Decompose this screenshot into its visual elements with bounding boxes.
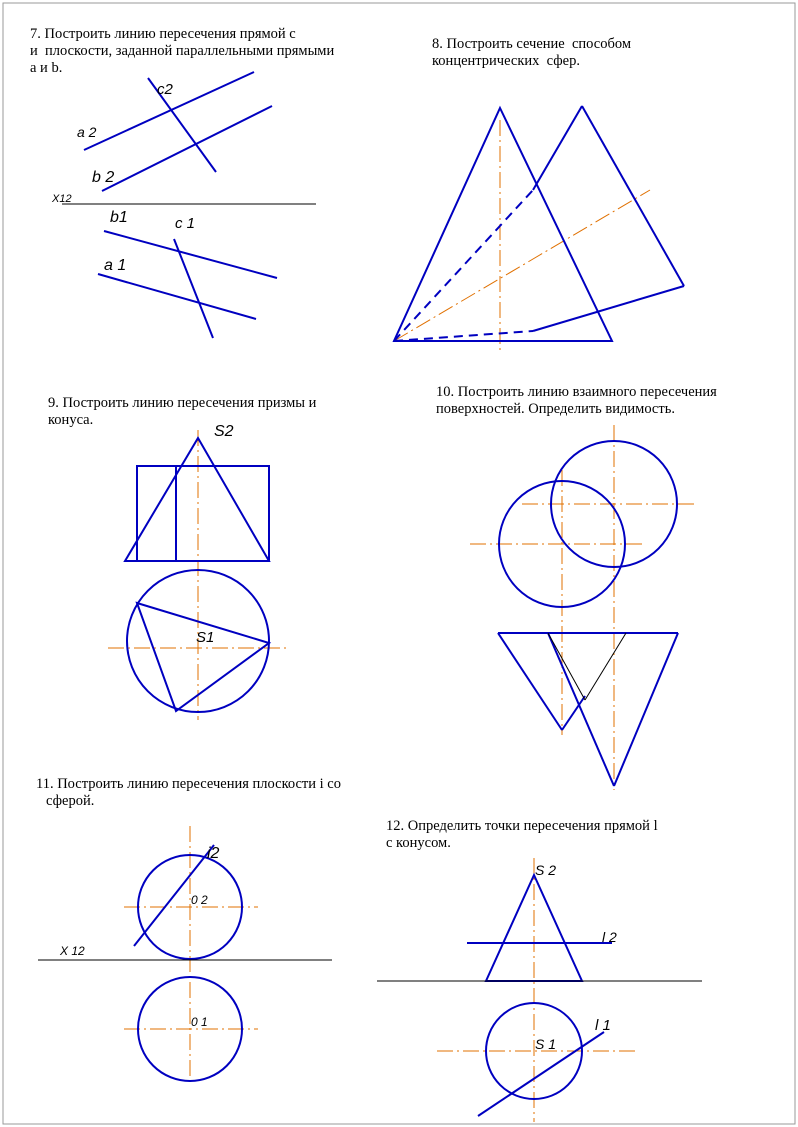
cone-2-hidden-base — [394, 331, 533, 341]
cone-b-right — [614, 633, 678, 786]
label-o1: 0 1 — [191, 1015, 208, 1029]
label-c2: c2 — [157, 81, 173, 98]
task-8-text: 8. Построить сечение способом концентрических сфер. — [432, 36, 632, 69]
label-l2: l 2 — [602, 929, 617, 945]
page-border — [3, 3, 795, 1124]
prism-front — [137, 466, 269, 561]
cone-2-base — [533, 286, 684, 331]
task-10-text: 10. Построить линию взаимного пересечения поверхностей. Определить видимость. — [436, 384, 717, 417]
label-l1: l 1 — [595, 1017, 611, 1034]
cone-a-left — [498, 633, 562, 730]
label-x12-11: X 12 — [60, 944, 85, 958]
prism-top-triangle — [137, 603, 269, 711]
cone-front — [125, 438, 269, 561]
intersection-line-2 — [585, 633, 626, 700]
cone-2-hidden-side — [394, 190, 533, 341]
cone-axis-2 — [394, 190, 650, 341]
line-c1 — [174, 239, 213, 338]
cone-b-left — [548, 633, 614, 786]
task-9-text: 9. Построить линию пересечения призмы и конуса. — [48, 395, 317, 428]
task-9-drawing — [108, 423, 290, 720]
line-a1 — [98, 274, 256, 319]
cone-2-side — [582, 106, 684, 286]
label-o2: 0 2 — [191, 893, 208, 907]
task-8-drawing — [394, 106, 684, 350]
line-b2 — [102, 106, 272, 191]
label-b1: b1 — [110, 209, 128, 226]
label-b2: b 2 — [92, 169, 115, 186]
task-7-drawing — [51, 72, 316, 338]
task-11-text: 11. Построить линию пересечения плоскости i со сферой. — [36, 776, 341, 809]
task-12-drawing — [377, 858, 702, 1122]
label-s2-9: S2 — [214, 423, 234, 440]
label-c1: c 1 — [175, 215, 196, 232]
intersection-line-1 — [548, 633, 585, 700]
label-i2: i2 — [207, 845, 220, 862]
task-11-drawing — [38, 826, 332, 1082]
label-a1: a 1 — [104, 257, 127, 274]
label-s2-12: S 2 — [535, 862, 557, 878]
cone-2-visible-side — [533, 106, 582, 190]
line-b1 — [104, 231, 277, 278]
task-7-text: 7. Построить линию пересечения прямой с и плоскости, заданной параллельными прямыми а и b. — [30, 26, 335, 76]
label-s1-9: S1 — [196, 629, 215, 646]
task-12-text: 12. Определить точки пересечения прямой l с конусом. — [386, 818, 658, 851]
label-x12-7: X12 — [52, 193, 72, 205]
label-a2: a 2 — [77, 124, 97, 140]
label-s1-12: S 1 — [535, 1036, 557, 1052]
task-10-drawing — [470, 425, 696, 790]
